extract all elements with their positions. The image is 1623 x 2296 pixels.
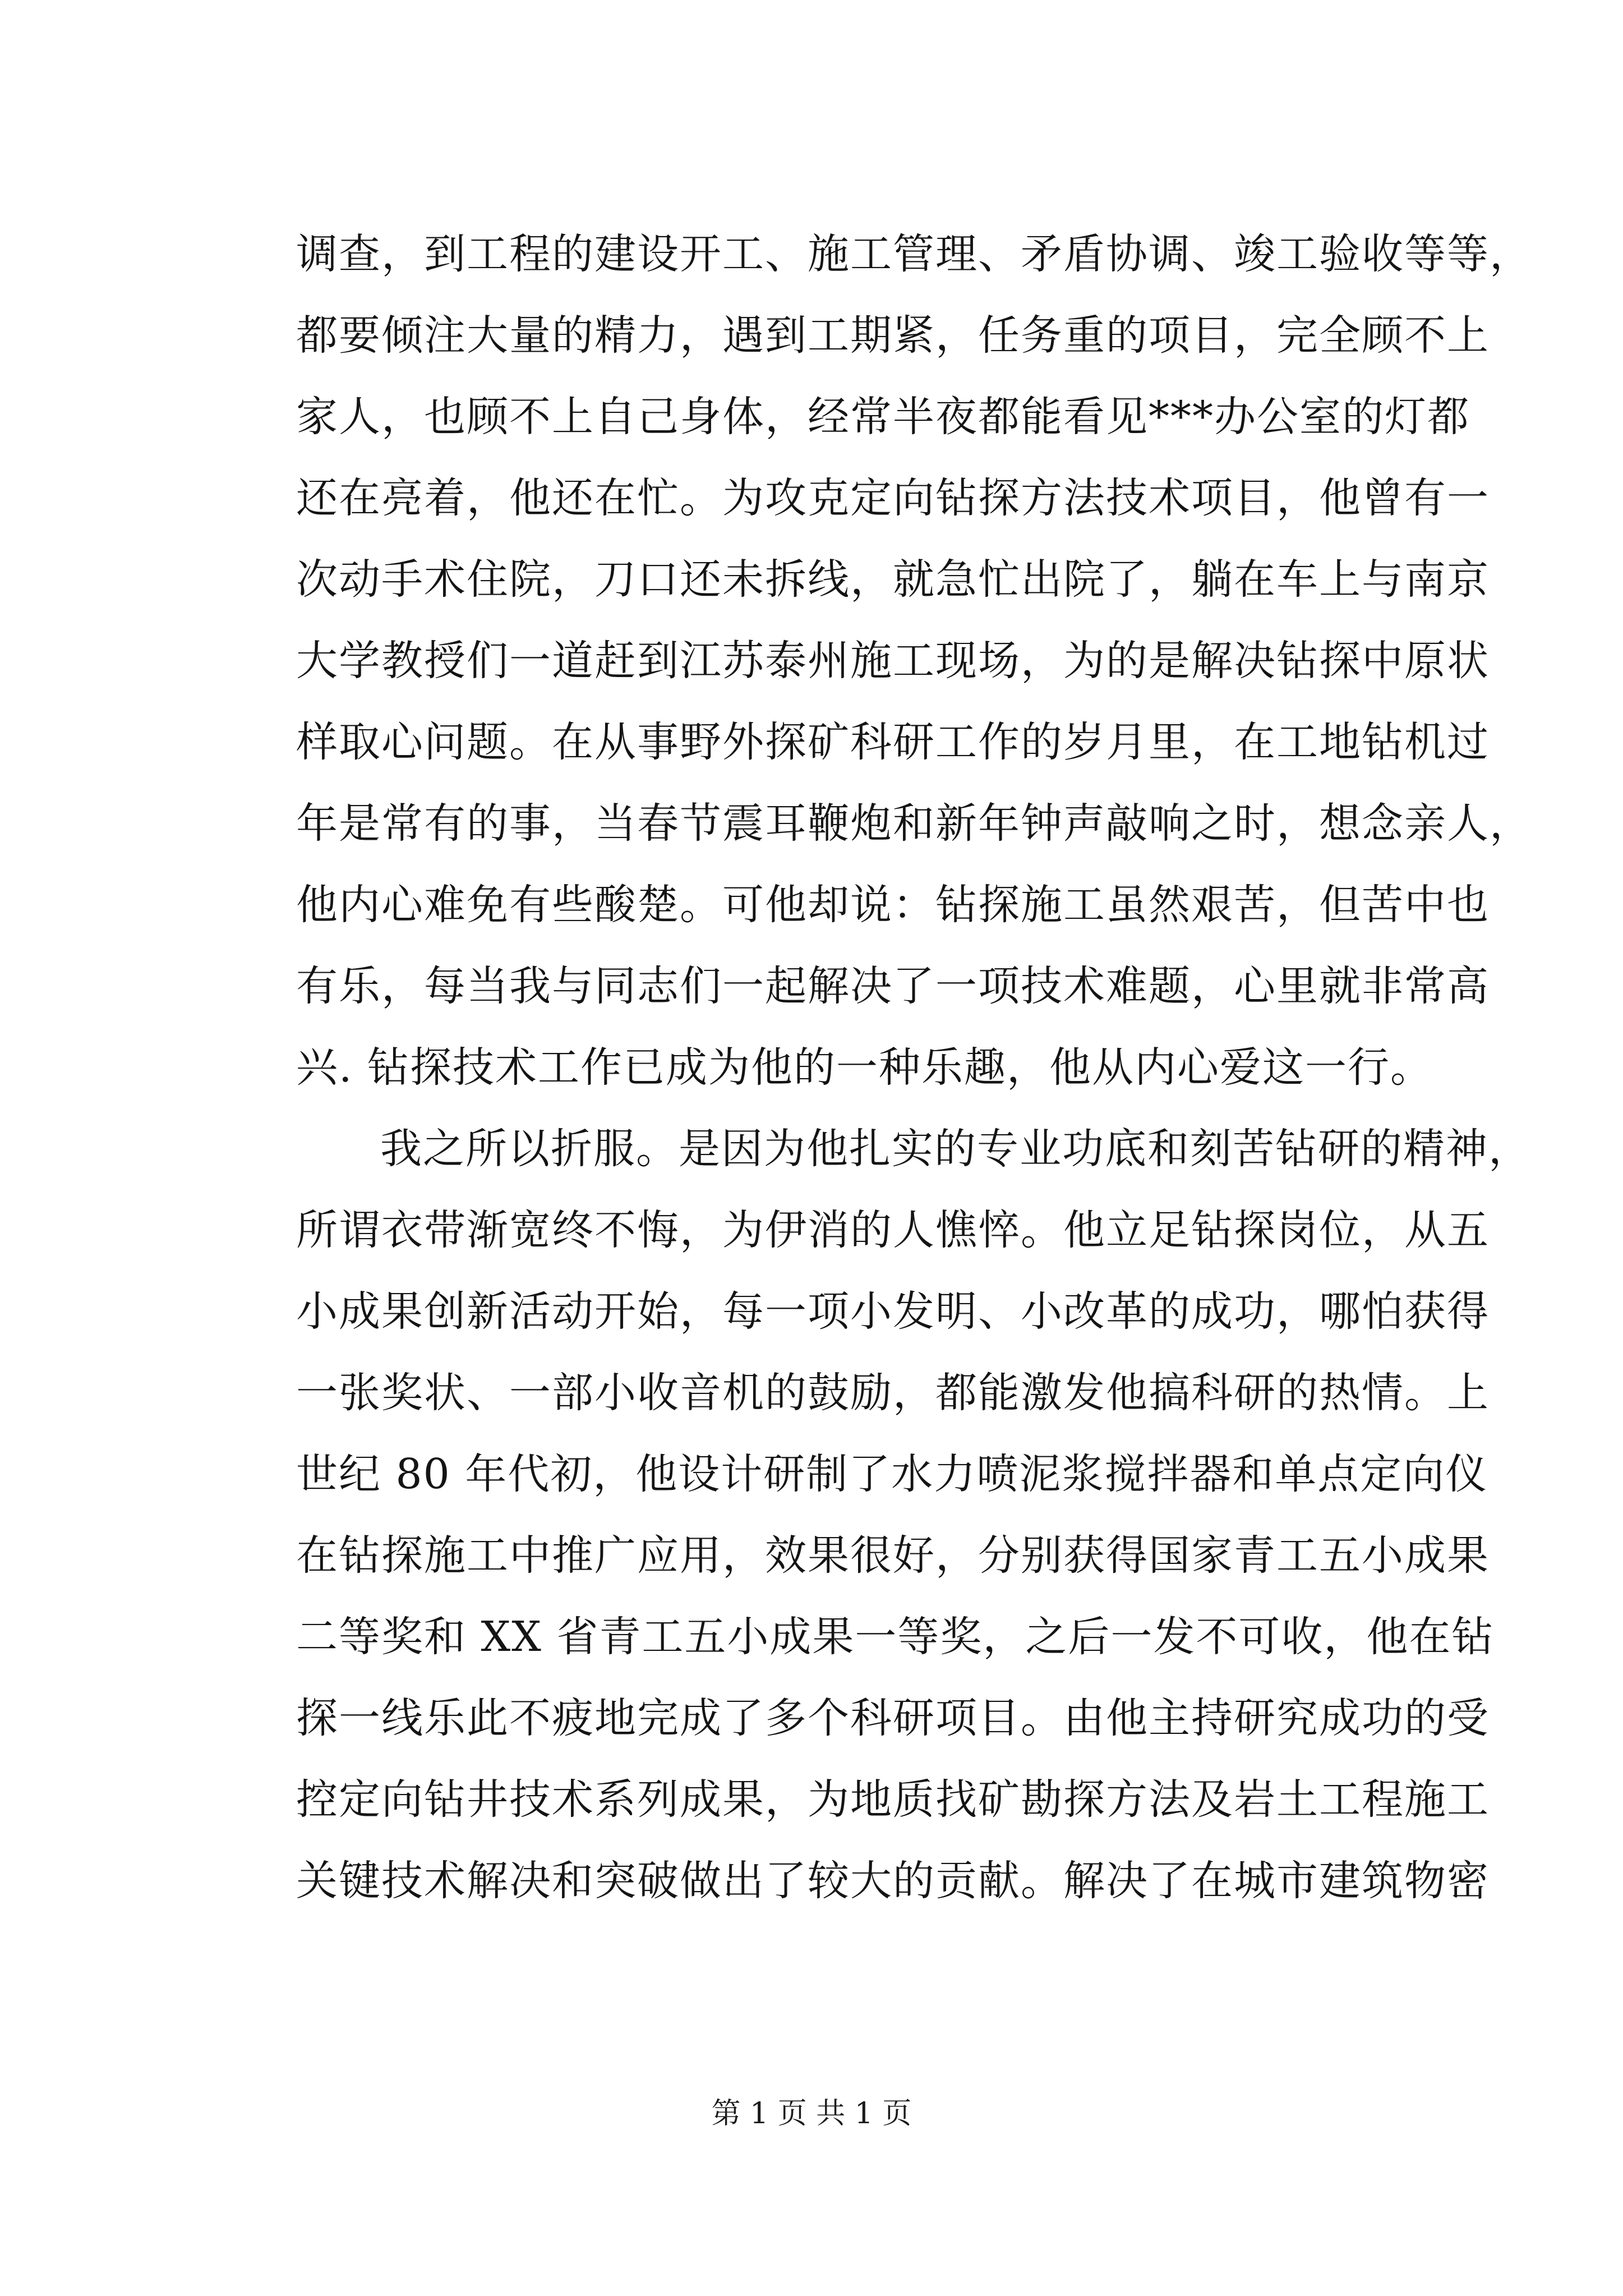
- page-number-footer: 第 1 页 共 1 页: [711, 2097, 912, 2131]
- text-line: 所谓衣带渐宽终不悔，为伊消的人憔悴。他立足钻探岗位，从五: [296, 1206, 1490, 1254]
- text-line: 世纪 80 年代初，他设计研制了水力喷泥浆搅拌器和单点定向仪: [296, 1450, 1488, 1498]
- text-line: 还在亮着，他还在忙。为攻克定向钻探方法技术项目，他曾有一: [296, 474, 1490, 522]
- text-line: 样取心问题。在从事野外探矿科研工作的岁月里，在工地钻机过: [296, 718, 1490, 766]
- text-line: 年是常有的事，当春节震耳鞭炮和新年钟声敲响之时，想念亲人，: [296, 799, 1532, 848]
- text-line: 一张奖状、一部小收音机的鼓励，都能激发他搞科研的热情。上: [296, 1369, 1490, 1417]
- text-line: 小成果创新活动开始，每一项小发明、小改革的成功，哪怕获得: [296, 1287, 1490, 1336]
- text-line: 在钻探施工中推广应用，效果很好，分别获得国家青工五小成果: [296, 1531, 1490, 1580]
- document-body: [296, 220, 1532, 1928]
- text-line: 家人，也顾不上自己身体，经常半夜都能看见***办公室的灯都: [296, 393, 1470, 441]
- text-line: 调查，到工程的建设开工、施工管理、矛盾协调、竣工验收等等，: [296, 230, 1532, 278]
- text-line: 有乐，每当我与同志们一起解决了一项技术难题，心里就非常高: [296, 962, 1490, 1010]
- text-line: 关键技术解决和突破做出了较大的贡献。解决了在城市建筑物密: [296, 1857, 1490, 1905]
- text-line: 我之所以折服。是因为他扎实的专业功底和刻苦钻研的精神，: [380, 1125, 1531, 1173]
- text-line: 都要倾注大量的精力，遇到工期紧，任务重的项目，完全顾不上: [296, 311, 1490, 360]
- text-line: 他内心难免有些酸楚。可他却说：钻探施工虽然艰苦，但苦中也: [296, 881, 1490, 929]
- text-line: 控定向钻井技术系列成果，为地质找矿勘探方法及岩土工程施工: [296, 1775, 1490, 1824]
- text-line: 大学教授们一道赶到江苏泰州施工现场，为的是解决钻探中原状: [296, 637, 1490, 685]
- text-line: 次动手术住院，刀口还未拆线，就急忙出院了，躺在车上与南京: [296, 555, 1490, 604]
- text-line: 兴. 钻探技术工作已成为他的一种乐趣，他从内心爱这一行。: [296, 1043, 1433, 1092]
- text-line: 探一线乐此不疲地完成了多个科研项目。由他主持研究成功的受: [296, 1694, 1490, 1742]
- paragraph-2: [296, 1115, 1531, 1915]
- text-line: 二等奖和 XX 省青工五小成果一等奖，之后一发不可收，他在钻: [296, 1613, 1495, 1661]
- paragraph-1: [296, 220, 1532, 1102]
